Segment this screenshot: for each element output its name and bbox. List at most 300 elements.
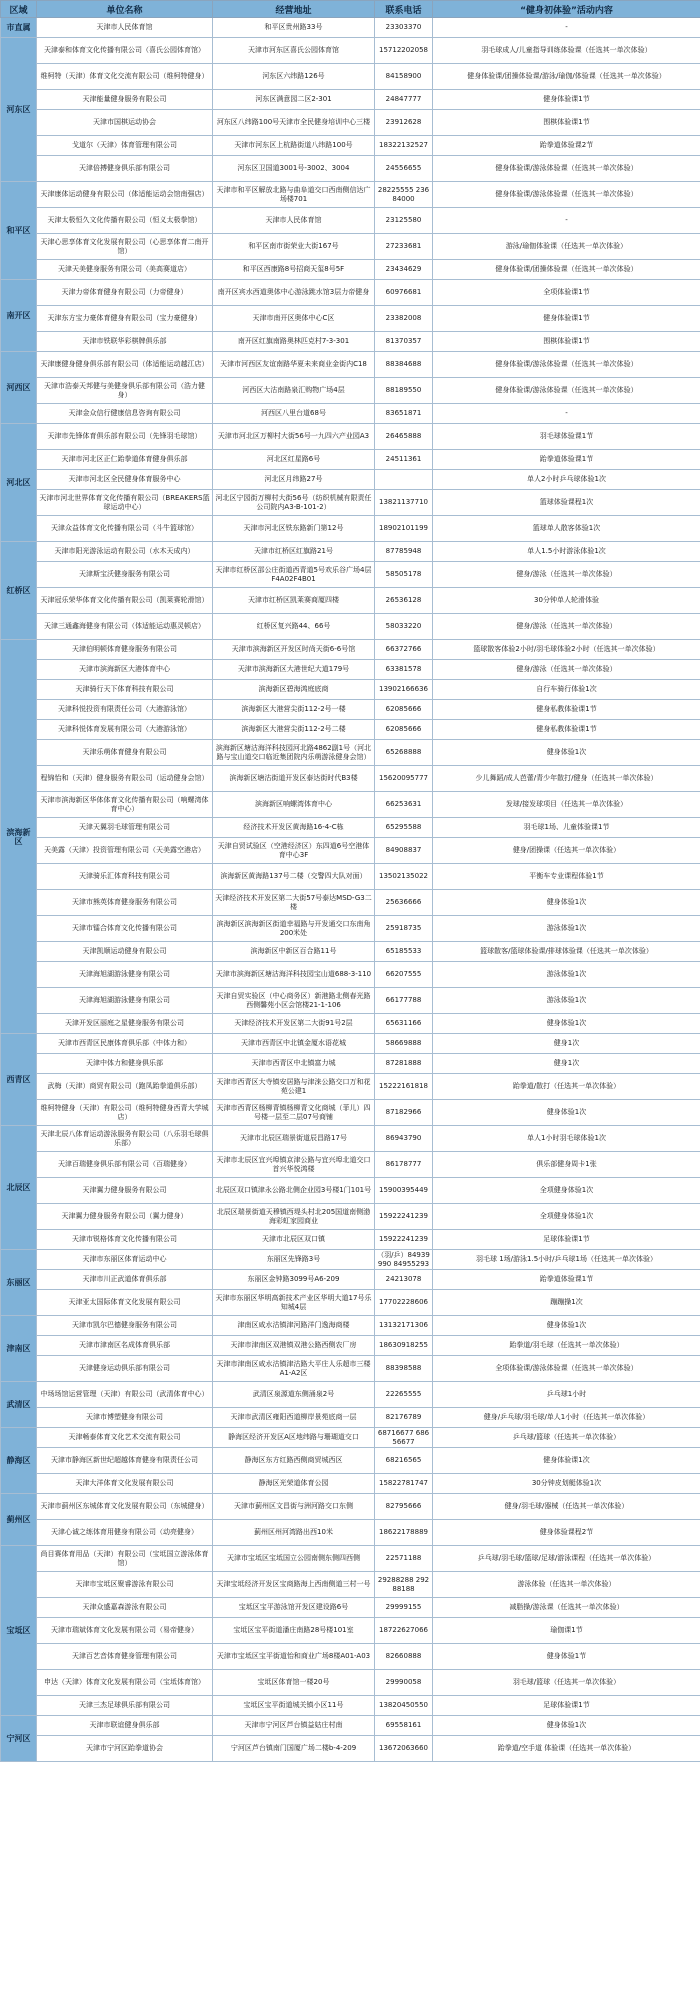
table-row [1,1618,700,1644]
table-row [1,1074,700,1100]
district-cell: 南开区 [1,280,37,352]
venue-address: 天津经济技术开发区第二大街91号2层 [213,1014,375,1034]
venue-address: 滨海新区中新区百合路11号 [213,942,375,962]
venue-phone: 65295588 [375,818,433,838]
venue-phone: 18322132527 [375,136,433,156]
venue-activity: 单人1.5小时游泳体验1次 [433,542,700,562]
venue-phone: 29288288 29288188 [375,1572,433,1598]
venue-name: 天津大洋体育文化发展有限公司 [37,1474,213,1494]
venue-address: 滨海新区滨海新区街道幸福路与开发通交口东南角200米处 [213,916,375,942]
venue-activity: 健身体验课1节 [433,306,700,332]
table-row [1,110,700,136]
venue-phone [375,470,433,490]
table-row [1,720,700,740]
venue-address: 天津市津南区双港镇双港公路西侧农厂房 [213,1336,375,1356]
venue-name: 天津太极恒久文化传播有限公司（恒义太极拳馆） [37,208,213,234]
venue-name: 天津天美健身服务有限公司（美高赛道店） [37,260,213,280]
venue-name: 天津市蓟州区东城体育文化发展有限公司（东城健身） [37,1494,213,1520]
table-row [1,1100,700,1126]
venue-name: 天津泰和体育文化传播有限公司（喜氏公园体育馆） [37,38,213,64]
venue-name: 戈道尔（天津）体育管理有限公司 [37,136,213,156]
venue-address: 武清区泉源道东侧涌泉2号 [213,1382,375,1408]
district-cell: 和平区 [1,182,37,280]
venue-activity: 健身私教体验课1节 [433,720,700,740]
table-body [1,18,700,1762]
venue-address: 滨海新区塘沽街道开发区泰达街时代B3楼 [213,766,375,792]
venue-address: 河西区大沽南路泉汇购物广场4层 [213,378,375,404]
venue-activity: 跆拳道体验课1节 [433,450,700,470]
district-cell: 河西区 [1,352,37,424]
table-row [1,766,700,792]
venue-phone: 87182966 [375,1100,433,1126]
venue-address: 滨海新区响螺湾体育中心 [213,792,375,818]
venue-phone: 15900395449 [375,1178,433,1204]
venue-name: 天津开发区丽庭之星健身服务有限公司 [37,1014,213,1034]
venue-address: 天津市人民体育馆 [213,208,375,234]
venue-phone: 60976681 [375,280,433,306]
table-row [1,962,700,988]
venue-name: 天津市津南区名成体育俱乐部 [37,1336,213,1356]
venue-phone: 87281888 [375,1054,433,1074]
table-row [1,700,700,720]
venue-address: 北辰区双口镇津永公路北侧企业园3号楼1门101号 [213,1178,375,1204]
venue-name: 天津市东丽区体育运动中心 [37,1250,213,1270]
district-cell: 静海区 [1,1428,37,1494]
venue-phone: 22265555 [375,1382,433,1408]
venue-address: 天津市滨海新区大港世纪大道179号 [213,660,375,680]
table-row [1,424,700,450]
venue-activity: 游泳体验1次 [433,988,700,1014]
header-phone: 联系电话 [375,1,433,18]
venue-phone: 23912628 [375,110,433,136]
venue-phone: 24511361 [375,450,433,470]
venue-address: 天津市武清区雍阳西道柳岸景苑底商一层 [213,1408,375,1428]
table-row [1,234,700,260]
venue-address: 天津市河东区上杭路街道八纬路100号 [213,136,375,156]
venue-activity: 游泳体验（任选其一单次体验） [433,1572,700,1598]
venue-activity: 健身1次 [433,1054,700,1074]
table-row [1,306,700,332]
venue-activity: 健身体验1次 [433,1316,700,1336]
venue-activity: 瑜伽课1节 [433,1618,700,1644]
table-row [1,680,700,700]
table-row [1,1316,700,1336]
venue-activity: 全项体验课/游泳体验课（任选其一单次体验） [433,1356,700,1382]
venue-phone: 27233681 [375,234,433,260]
district-cell: 宁河区 [1,1716,37,1762]
venue-name: 天津翼力健身服务有限公司（翼力健身） [37,1204,213,1230]
district-cell: 河北区 [1,424,37,542]
venue-activity: 自行车骑行体验1次 [433,680,700,700]
table-row [1,38,700,64]
venue-address: 宝坻区宝平街道潘庄南路28号楼101室 [213,1618,375,1644]
table-row [1,280,700,306]
venue-address: 天津宝坻经济开发区宝商路海上西南侧道三村一号 [213,1572,375,1598]
table-row [1,1178,700,1204]
district-cell: 武清区 [1,1382,37,1428]
venue-address: 天津市河东区喜氏公园体育馆 [213,38,375,64]
header-district: 区域 [1,1,37,18]
venue-address: 天津市西青区中北镇金厦水语花城 [213,1034,375,1054]
venue-phone: 66253631 [375,792,433,818]
table-row [1,1408,700,1428]
venue-address: 河东区满意园二区2-301 [213,90,375,110]
venue-activity: 健身/游泳（任选其一单次体验） [433,660,700,680]
table-row [1,516,700,542]
venue-address: 北辰区瑞景街道天穆镇西堤头村北205国道南侧渤海彩虹家园商业 [213,1204,375,1230]
venue-phone: 29990058 [375,1670,433,1696]
table-row [1,260,700,280]
venue-name: 天津北辰八体育运动游泳服务有限公司（八乐羽毛球俱乐部） [37,1126,213,1152]
venue-name: 天津冠乐荣华体育文化传播有限公司（凯莱赛轮滑馆） [37,588,213,614]
venue-address: 河西区八里台道68号 [213,404,375,424]
table-row [1,1230,700,1250]
table-row [1,470,700,490]
venue-address: 津南区咸水沽镇津河路洋门逸海商楼 [213,1316,375,1336]
venue-phone: 18722627066 [375,1618,433,1644]
table-row [1,614,700,640]
table-row [1,64,700,90]
venue-address: 天津市红桥区凯莱赛商厦四楼 [213,588,375,614]
table-row [1,838,700,864]
venue-address: 河北区月纬路27号 [213,470,375,490]
venue-name: 天津力帝体育健身有限公司（力帝健身） [37,280,213,306]
venue-name: 天津畅泰体育文化艺术交流有限公司 [37,1428,213,1448]
venue-name: 天津科悦体育发展有限公司（大港游泳馆） [37,720,213,740]
venue-activity: 健身体验课/团操体验课/游泳/瑜伽/体验课（任选其一单次体验） [433,64,700,90]
venue-phone: 82176789 [375,1408,433,1428]
venue-name: 天津能量健身服务有限公司 [37,90,213,110]
venue-phone: 13821137710 [375,490,433,516]
venue-phone: 18622178889 [375,1520,433,1546]
venue-phone: 69558161 [375,1716,433,1736]
venue-activity: 30分钟皮划艇体验1次 [433,1474,700,1494]
venue-name: 天津市滨海新区大港体育中心 [37,660,213,680]
venue-phone: 88384688 [375,352,433,378]
venue-address: 滨海新区碧海鸿庭底商 [213,680,375,700]
venue-phone: 13902166636 [375,680,433,700]
venue-address: 红桥区复兴路44、66号 [213,614,375,640]
table-row [1,562,700,588]
venue-address: 经济技术开发区黄海路16-4-C栋 [213,818,375,838]
venue-activity: 健身/游泳（任选其一单次体验） [433,614,700,640]
venue-name: 武梅（天津）商贸有限公司（跑凤跆拳道俱乐部） [37,1074,213,1100]
venue-phone: 23303370 [375,18,433,38]
venue-activity: 健身/游泳（任选其一单次体验） [433,562,700,588]
venue-activity: 羽毛球 1场/游泳1.5小时/乒乓球1场（任选其一单次体验） [433,1250,700,1270]
table-row [1,542,700,562]
venue-activity: 健身体验课1节 [433,90,700,110]
venue-activity: 跆拳道体验课2节 [433,136,700,156]
venue-phone: 65631166 [375,1014,433,1034]
venue-name: 天津市宁河区跆拳道协会 [37,1736,213,1762]
table-row [1,404,700,424]
venue-address: 静海区光荣道体育公园 [213,1474,375,1494]
venue-phone: 88398588 [375,1356,433,1382]
venue-name: 天津金众信行健康信息咨询有限公司 [37,404,213,424]
venue-name: 天津斯宝沃健身服务有限公司 [37,562,213,588]
venue-address: 天津市红桥区红旗路21号 [213,542,375,562]
venue-name: 天津心诚之练体育用健身有限公司（动亮健身） [37,1520,213,1546]
venue-address: 天津市河北区铁东路新门第12号 [213,516,375,542]
venue-address: 滨海新区塘沽海洋科技园河北路4862副1号（河北路与宝山道交口临近集团院内乐萌游泳健身会馆） [213,740,375,766]
venue-address: 和平区南市街荣业大街167号 [213,234,375,260]
venue-activity: 游泳/瑜伽体验课（任选其一单次体验） [433,234,700,260]
table-row [1,490,700,516]
venue-phone: 66372766 [375,640,433,660]
district-cell: 红桥区 [1,542,37,640]
venue-name: 天津市滨海新区华体体育文化传播有限公司（响螺湾体育中心） [37,792,213,818]
district-cell: 市直属 [1,18,37,38]
venue-phone: 28225555 23684000 [375,182,433,208]
venue-address: 天津市滨海新区开发区时尚天街6-6号馆 [213,640,375,660]
table-row [1,1054,700,1074]
venue-activity: 健身1次 [433,1034,700,1054]
venue-name: 天津市浩泰天邦健与美健身俱乐部有限公司（浩力健身） [37,378,213,404]
venue-name: 天津中体力和健身俱乐部 [37,1054,213,1074]
venue-name: 天津市锐格体育文化传播有限公司 [37,1230,213,1250]
venue-name: 天津海旭湖游泳健身有限公司 [37,962,213,988]
venue-activity: 篮球单人散客体验1次 [433,516,700,542]
venue-address: 和平区西康路8号招商天玺8号5F [213,260,375,280]
venue-address: 天津市南开区奥体中心C区 [213,306,375,332]
district-cell: 东丽区 [1,1250,37,1316]
venue-name: 天津市川正武道体育俱乐部 [37,1270,213,1290]
venue-phone: 13820450550 [375,1696,433,1716]
venue-phone: 29999155 [375,1598,433,1618]
table-row [1,156,700,182]
venue-activity: 健身体验1次 [433,1100,700,1126]
venue-activity: 跆拳道体验课1节 [433,1270,700,1290]
venue-name: 天津亚太国际体育文化发展有限公司 [37,1290,213,1316]
venue-activity: 平衡车专业课程体验1节 [433,864,700,890]
venue-address: 天津市西青区中北镇富力城 [213,1054,375,1074]
header-name: 单位名称 [37,1,213,18]
venue-activity: 30分钟单人轮滑体验 [433,588,700,614]
venue-phone: 15922241239 [375,1230,433,1250]
district-cell: 宝坻区 [1,1546,37,1716]
table-row [1,1356,700,1382]
district-cell: 津南区 [1,1316,37,1382]
table-row [1,1336,700,1356]
venue-phone: 23434629 [375,260,433,280]
venue-name: 尚目赛体育用品（天津）有限公司（宝坻国立游泳体育馆） [37,1546,213,1572]
table-row [1,1644,700,1670]
venue-phone: 58033220 [375,614,433,640]
venue-name: 天津市河北区全民健身体育服务中心 [37,470,213,490]
venue-phone: 68716677 68656677 [375,1428,433,1448]
venue-name: 天津市联谊健身俱乐部 [37,1716,213,1736]
venue-activity: 单人1小时羽毛球体验1次 [433,1126,700,1152]
venue-address: 滨海新区大港营尖街112-2号二楼 [213,720,375,740]
table-row [1,916,700,942]
venue-phone: 13132171306 [375,1316,433,1336]
venue-address: 宝坻区宝平游泳馆开发区建设路6号 [213,1598,375,1618]
venue-address: 河北区宁园街万柳村大街56号（纺织机械有限责任公司院内A3-B-101-2） [213,490,375,516]
venue-phone: 58505178 [375,562,433,588]
venue-name: 天津凯顺运动健身有限公司 [37,942,213,962]
venue-address: 天津市宝坻区宝坻国立公园南侧东侧四西侧 [213,1546,375,1572]
venue-name: 天津心思享体育文化发展有限公司（心思享体育二南开馆） [37,234,213,260]
venue-name: 天津市阳光游泳运动有限公司（水木天成内） [37,542,213,562]
venue-address: 和平区贵州路33号 [213,18,375,38]
venue-name: 天津康健身健身俱乐部有限公司（体适能运动越江店） [37,352,213,378]
venue-activity: - [433,208,700,234]
table-row [1,1716,700,1736]
table-row [1,182,700,208]
venue-name: 程锦怡和（天津）健身服务有限公司（运动健身会馆） [37,766,213,792]
venue-address: 南开区宾水西道奥体中心游泳跳水馆3层力帝健身 [213,280,375,306]
venue-activity: 健身体验1次 [433,1014,700,1034]
venue-name: 天津三杰足球俱乐部有限公司 [37,1696,213,1716]
venue-phone: 15712202058 [375,38,433,64]
venue-phone: （羽/乒）84939990 84955293 [375,1250,433,1270]
venue-address: 天津市滨海新区塘沽海洋科技园宝山道688-3-110 [213,962,375,988]
venue-address: 河东区卫国道3001号-3002、3004 [213,156,375,182]
venue-activity: 全项健身体验1次 [433,1204,700,1230]
venue-address: 河东区六纬路126号 [213,64,375,90]
district-cell: 河东区 [1,38,37,182]
venue-name: 申达（天津）体育文化发展有限公司（宝坻体育馆） [37,1670,213,1696]
table-row [1,1034,700,1054]
venue-phone: 13502135022 [375,864,433,890]
venue-address: 滨海新区大港营尖街112-2号一楼 [213,700,375,720]
venue-activity: 发球/接发球项目（任选其一单次体验） [433,792,700,818]
venue-name: 天津市瑞斌体育文化发展有限公司（易帝健身） [37,1618,213,1644]
table-header-row [1,1,700,18]
venue-address: 南开区红旗南路奥林匹克村7-3-301 [213,332,375,352]
venue-address: 天津市西青区大寺镇安居路与津涞公路交口万和花苑公建1 [213,1074,375,1100]
venue-address: 静海区经济开发区A区地纬路与珊瑚道交口 [213,1428,375,1448]
venue-name: 天津健身运动俱乐部有限公司 [37,1356,213,1382]
table-row [1,1670,700,1696]
venue-activity: - [433,404,700,424]
venue-activity: 全项体验课1节 [433,280,700,306]
venue-phone: 84158900 [375,64,433,90]
table-row [1,450,700,470]
table-row [1,352,700,378]
venue-name: 天津市博塑健身有限公司 [37,1408,213,1428]
venue-phone: 26465888 [375,424,433,450]
venue-activity: 羽毛球/篮球（任选其一单次体验） [433,1670,700,1696]
venue-activity: 跆拳道/羽毛球（任选其一单次体验） [433,1336,700,1356]
venue-address: 天津市河北区万柳村大街56号一九四六产业园A3 [213,424,375,450]
venue-activity: 跆拳道/空手道 体验课（任选其一单次体验） [433,1736,700,1762]
table-row [1,1696,700,1716]
table-row [1,1152,700,1178]
venue-activity: 健身/乒乓球/羽毛球/单人1小时（任选其一单次体验） [433,1408,700,1428]
header-activity: “健身初体验”活动内容 [433,1,700,18]
venue-phone: 24847777 [375,90,433,110]
venue-phone: 23382008 [375,306,433,332]
venue-phone: 15822781747 [375,1474,433,1494]
venue-address: 滨海新区黄海路137号二楼（交警四大队对面） [213,864,375,890]
venue-activity: 足球体验课1节 [433,1230,700,1250]
venue-activity: 蹦蹦操1次 [433,1290,700,1316]
venue-activity: 乒乓球1小时 [433,1382,700,1408]
venue-phone: 68216565 [375,1448,433,1474]
venue-address: 天津市河西区友谊南路华夏未来商业金街内C18 [213,352,375,378]
table-row [1,1494,700,1520]
venue-activity: 健身体验课/游泳体验课（任选其一单次体验） [433,182,700,208]
venue-activity: 全项健身体验1次 [433,1178,700,1204]
venue-name: 天津市熊英体育健身服务有限公司 [37,890,213,916]
venue-activity: 健身私教体验课1节 [433,700,700,720]
venue-address: 东丽区金钟路3099号A6-209 [213,1270,375,1290]
venue-name: 维柯特（天津）体育文化交流有限公司（维柯特健身） [37,64,213,90]
venue-phone: 66207555 [375,962,433,988]
venue-phone: 13672063660 [375,1736,433,1762]
table-row [1,1736,700,1762]
venue-address: 宝坻区宝平街道城关镇小区11号 [213,1696,375,1716]
venue-activity: 围棋体验课1节 [433,332,700,352]
venue-activity: 足球体验课1节 [433,1696,700,1716]
venue-phone: 25636666 [375,890,433,916]
venue-phone: 62085666 [375,720,433,740]
header-address: 经营地址 [213,1,375,18]
venue-address: 天津市西青区杨柳青镇杨柳青文化商城（菲儿）四号楼一层至二层07号商铺 [213,1100,375,1126]
venue-phone: 18630918255 [375,1336,433,1356]
venue-address: 天津市宝坻区宝平街道怡和商业广场8楼A01-A03 [213,1644,375,1670]
venue-phone: 86943790 [375,1126,433,1152]
table-row [1,1014,700,1034]
venue-activity: 健身/团操课（任选其一单次体验） [433,838,700,864]
venue-activity: 羽毛球体验课1节 [433,424,700,450]
venue-name: 天津倍搏健身俱乐部有限公司 [37,156,213,182]
venue-name: 天津骑行天下体育科技有限公司 [37,680,213,700]
venue-name: 天津科悦投资有限责任公司（大港游泳馆） [37,700,213,720]
venue-name: 天津海旭湖游泳健身有限公司 [37,988,213,1014]
table-row [1,1428,700,1448]
venue-name: 天津市镭合体育文化传播有限公司 [37,916,213,942]
venue-activity: 健身体验1节 [433,1644,700,1670]
table-row [1,1474,700,1494]
venue-name: 天津市静海区新世纪超越体育健身有限责任公司 [37,1448,213,1474]
venue-phone: 84908837 [375,838,433,864]
venue-phone: 15922241239 [375,1204,433,1230]
venue-name: 天津市先锋体育俱乐部有限公司（先锋羽毛球馆） [37,424,213,450]
venue-name: 天津三通鑫海健身有限公司（体适能运动惠灵顿店） [37,614,213,640]
venue-activity: 篮球散客/篮球体验课/排球体验课（任选其一单次体验） [433,942,700,962]
district-cell: 滨海新区 [1,640,37,1034]
venue-phone: 24213078 [375,1270,433,1290]
venue-phone: 17702228606 [375,1290,433,1316]
venue-activity: 健身体验1次 [433,890,700,916]
table-row [1,1382,700,1408]
table-row [1,988,700,1014]
venue-phone: 22571188 [375,1546,433,1572]
venue-activity: 健身体验课程2节 [433,1520,700,1546]
table-row [1,1520,700,1546]
table-row [1,1270,700,1290]
venue-activity: 羽毛球1场、儿童体验课1节 [433,818,700,838]
table-row [1,660,700,680]
table-row [1,136,700,156]
venue-phone: 83651871 [375,404,433,424]
table-row [1,792,700,818]
venue-address: 蓟州区州河湾路出西10米 [213,1520,375,1546]
venue-phone: 25918735 [375,916,433,942]
venue-phone: 24556655 [375,156,433,182]
venue-address: 天津市和平区解放北路与曲阜道交口西南侧信达广场楼701 [213,182,375,208]
venue-activity: 健身/羽毛球/器械（任选其一单次体验） [433,1494,700,1520]
venue-name: 天津市河北世界体育文化传播有限公司（BREAKERS篮球运动中心） [37,490,213,516]
table-row [1,208,700,234]
table-row [1,588,700,614]
table-row [1,1572,700,1598]
venue-address: 天津市蓟州区文昌街与洲河路交口东侧 [213,1494,375,1520]
venue-activity: 围棋体验课1节 [433,110,700,136]
